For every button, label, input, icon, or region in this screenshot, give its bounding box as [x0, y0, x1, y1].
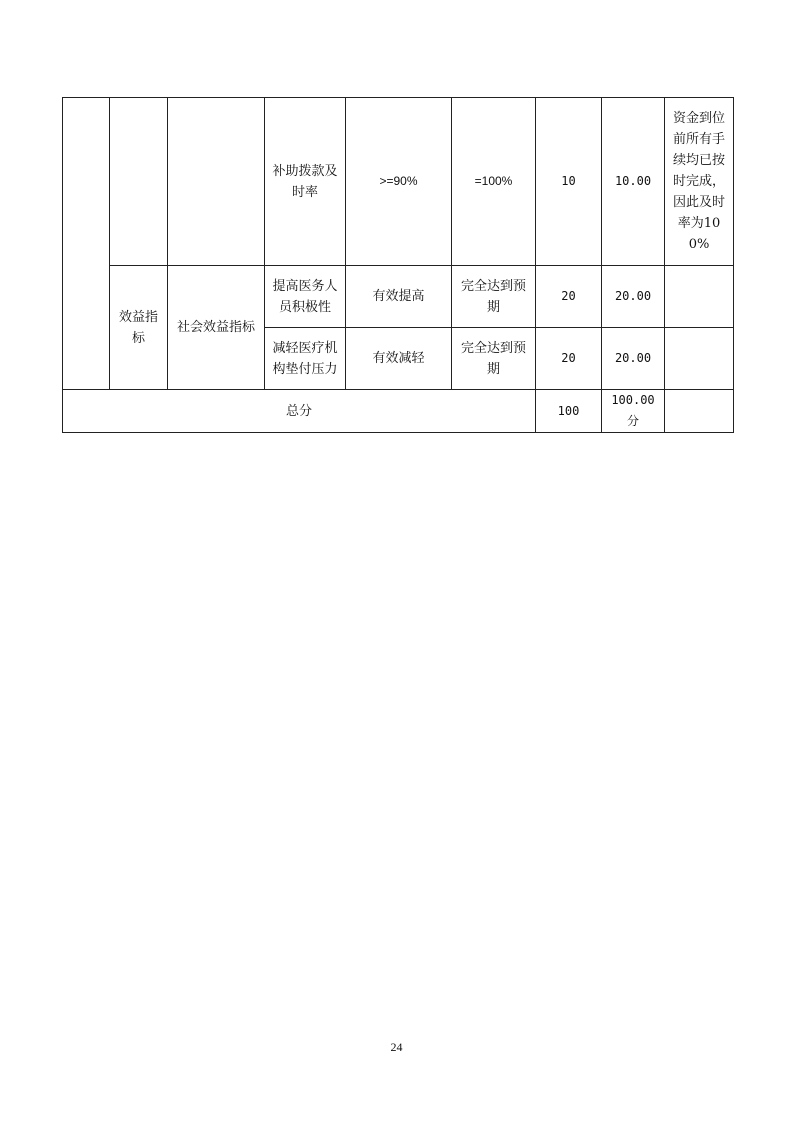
level1-indicator-cell: 效益指标 [110, 266, 168, 390]
table-row [63, 266, 734, 328]
score-cell: 20.00 [602, 328, 665, 390]
target-cell: 有效减轻 [346, 328, 452, 390]
actual-cell: 完全达到预期 [452, 266, 536, 328]
score-cell: 10.00 [602, 98, 665, 266]
target-cell: >=90% [346, 98, 452, 266]
total-weight: 100 [536, 390, 602, 433]
indicator-cell: 减轻医疗机构垫付压力 [265, 328, 346, 390]
level2-indicator-cell: 社会效益指标 [168, 266, 265, 390]
target-cell: 有效提高 [346, 266, 452, 328]
category-cell-blank [63, 98, 110, 390]
total-row [63, 390, 734, 433]
total-score: 100.00分 [602, 390, 665, 433]
page-number: 24 [390, 1040, 403, 1054]
note-cell: 资金到位前所有手续均已按时完成，因此及时率为100% [665, 98, 734, 266]
weight-cell: 20 [536, 266, 602, 328]
note-cell [665, 328, 734, 390]
performance-table [62, 97, 734, 433]
note-cell [665, 266, 734, 328]
level2-cell-blank [168, 98, 265, 266]
level1-cell-blank [110, 98, 168, 266]
score-cell: 20.00 [602, 266, 665, 328]
actual-cell: 完全达到预期 [452, 328, 536, 390]
table-row [63, 98, 734, 266]
total-note [665, 390, 734, 433]
weight-cell: 20 [536, 328, 602, 390]
indicator-cell: 补助拨款及时率 [265, 98, 346, 266]
total-label: 总分 [63, 390, 536, 433]
weight-cell: 10 [536, 98, 602, 266]
actual-cell: =100% [452, 98, 536, 266]
indicator-cell: 提高医务人员积极性 [265, 266, 346, 328]
